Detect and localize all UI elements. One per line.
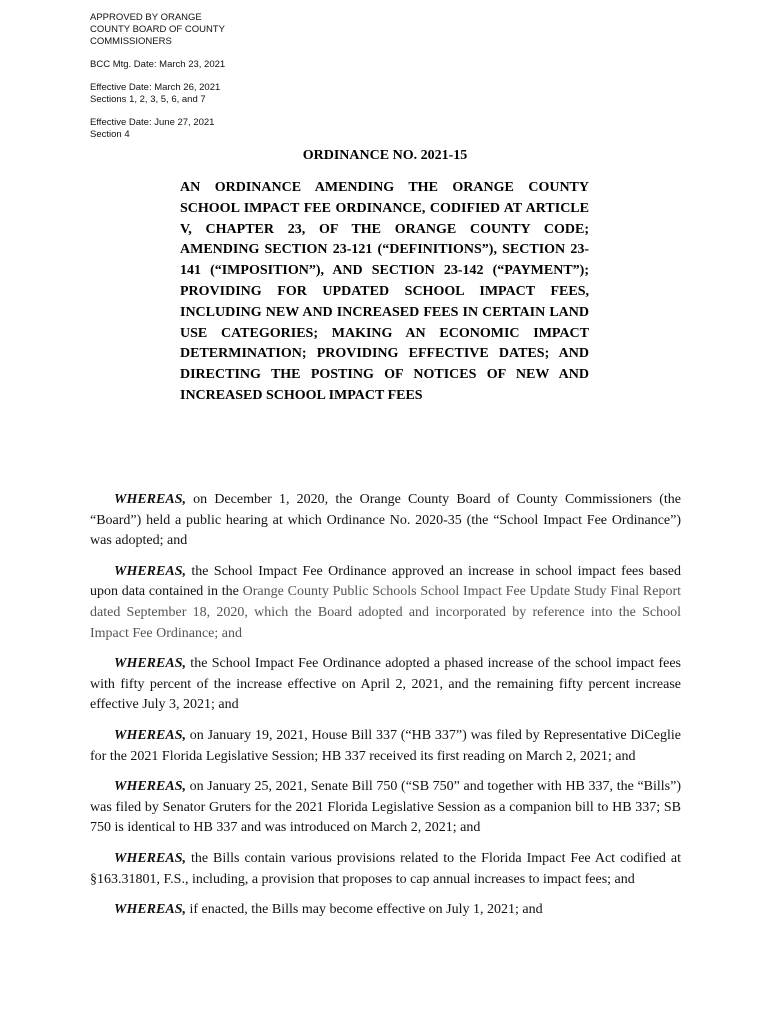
ordinance-number: ORDINANCE NO. 2021-15 — [302, 148, 468, 163]
approval-stamp — [90, 12, 330, 48]
effective-date-2-date: Effective Date: June 27, 2021 — [90, 117, 215, 128]
recital-text: if enacted, the Bills may become effective on July 1, 2021; and — [185, 902, 543, 918]
whereas-keyword: WHEREAS, — [114, 902, 186, 918]
whereas-keyword: WHEREAS, — [114, 656, 186, 672]
whereas-keyword: WHEREAS, — [114, 779, 186, 795]
recital-text: the School Impact Fee Ordinance adopted a phased increase of the school impact fees with fifty percent of the increase effective on April 2, 2021, and the remaining fifty percent increase effective July 3, 2021; and — [90, 656, 681, 713]
whereas-keyword: WHEREAS, — [114, 563, 186, 579]
recital-paragraph — [90, 726, 681, 767]
recital-paragraph — [90, 490, 681, 552]
whereas-keyword: WHEREAS, — [114, 850, 186, 866]
effective-date-1 — [90, 82, 330, 106]
ordinance-title: AN ORDINANCE AMENDING THE ORANGE COUNTY SCHOOL IMPACT FEE ORDINANCE, CODIFIED AT ARTICLE V, CHAPTER 23, OF THE ORANGE COUNTY CODE; AMENDING SECTION 23-121 (“DEFINITIONS”), SECTION 23-141 (“IMPOSITION”), AND SECTION 23-142 (“PAYMENT”); PROVIDING FOR UPDATED SCHOOL IMPACT FEES, INCLUDING NEW AND INCREASED FEES IN CERTAIN LAND USE CATEGORIES; MAKING AN ECONOMIC IMPACT DETERMINATION; PROVIDING EFFECTIVE DATES; AND DIRECTING THE POSTING OF NOTICES OF NEW AND INCREASED SCHOOL IMPACT FEES — [180, 180, 589, 403]
effective-date-2 — [90, 117, 330, 141]
recital-text: on January 25, 2021, Senate Bill 750 (“SB 750” and together with HB 337, the “Bills”) was filed by Senator Gruters for the 2021 Florida Legislative Session as a companion bill to HB 337; SB 750 is identical to HB 337 and was introduced on March 2, 2021; and — [90, 779, 681, 836]
recital-paragraph — [90, 900, 681, 921]
recital-paragraph — [90, 654, 681, 716]
whereas-keyword: WHEREAS, — [114, 492, 186, 507]
bcc-meeting-date: BCC Mtg. Date: March 23, 2021 — [90, 59, 226, 70]
recital-text: the School Impact Fee Ordinance approved an increase in school impact fees based upon data contained in the — [90, 563, 681, 600]
effective-date-1-sections: Sections 1, 2, 3, 5, 6, and 7 — [90, 94, 206, 105]
approval-line: COUNTY BOARD OF COUNTY — [90, 24, 225, 35]
recital-text-reference: Orange County Public Schools School Impact Fee Update Study Final Report dated September 18, 2020, which the Board adopted and incorporated by reference into the School Impact Fee Ordinance; and — [90, 584, 681, 641]
recital-text: on January 19, 2021, House Bill 337 (“HB 337”) was filed by Representative DiCeglie for the 2021 Florida Legislative Session; HB 337 received its first reading on March 2, 2021; and — [90, 727, 681, 764]
approval-block — [90, 12, 330, 152]
approval-line: COMMISSIONERS — [90, 36, 172, 47]
recital-text: on December 1, 2020, the Orange County Board of County Commissioners (the “Board”) held a public hearing at which Ordinance No. 2020-35 (the “School Impact Fee Ordinance”) was adopted; and — [90, 492, 681, 549]
effective-date-2-section: Section 4 — [90, 129, 130, 140]
recital-paragraph — [90, 562, 681, 644]
effective-date-1-date: Effective Date: March 26, 2021 — [90, 82, 221, 93]
recital-paragraph — [90, 849, 681, 890]
recitals — [90, 490, 681, 931]
recital-paragraph — [90, 777, 681, 839]
whereas-keyword: WHEREAS, — [114, 727, 186, 743]
recital-text: the Bills contain various provisions related to the Florida Impact Fee Act codified at §163.31801, F.S., including, a provision that proposes to cap annual increases to impact fees; and — [90, 850, 681, 887]
approval-line: APPROVED BY ORANGE — [90, 12, 202, 23]
